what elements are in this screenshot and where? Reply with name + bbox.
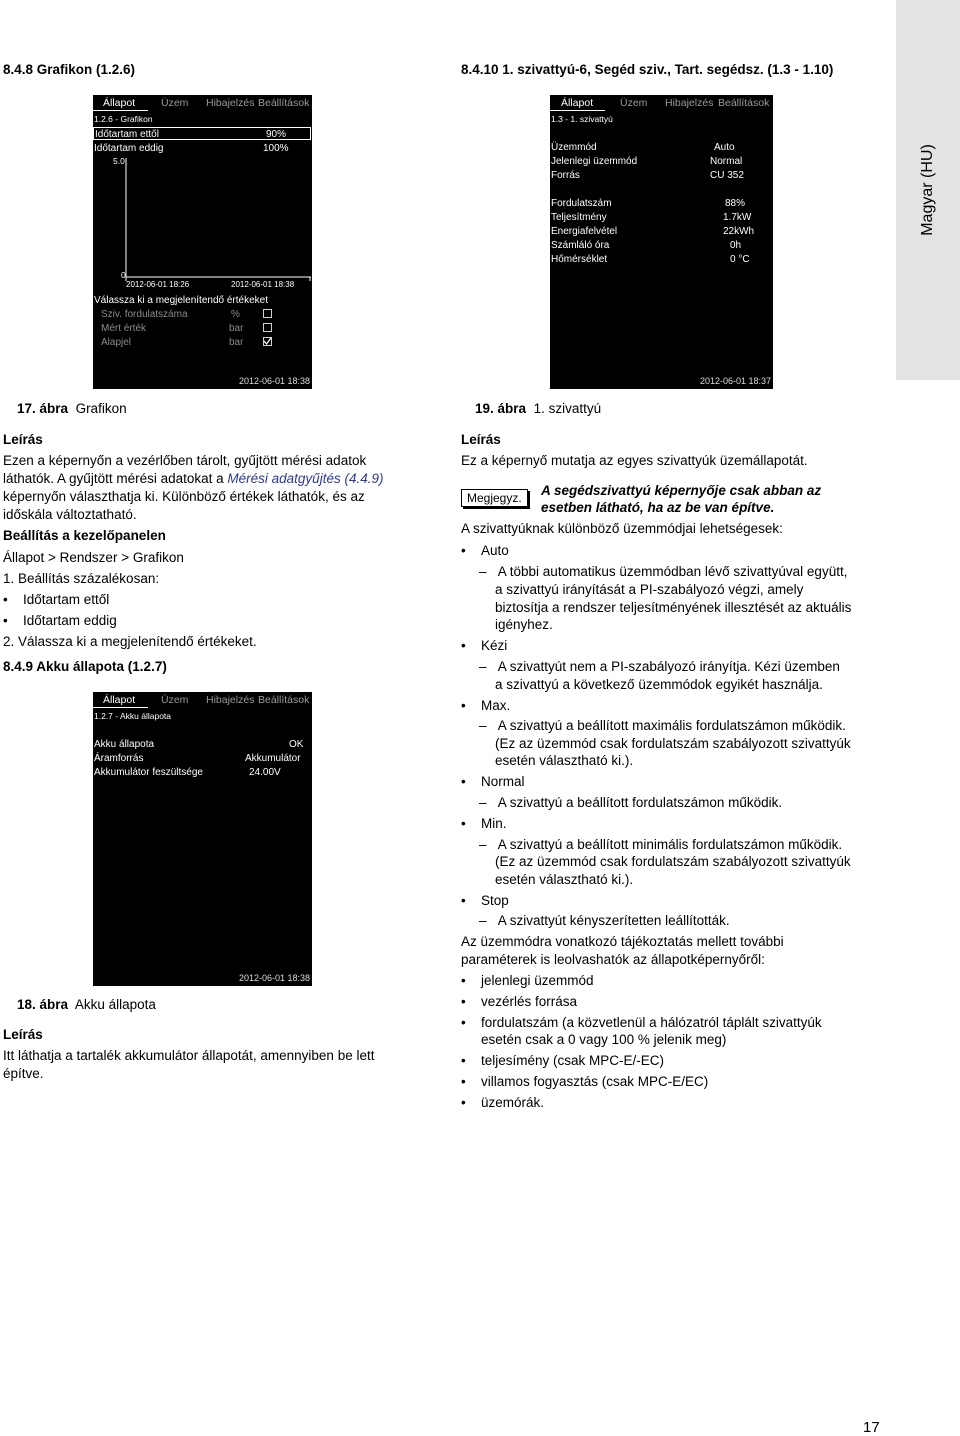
select-values-title: Válassza ki a megjelenítendő értékeket bbox=[94, 295, 268, 306]
y-axis-max: 5.0 bbox=[113, 156, 125, 166]
value-unit-setpoint: bar bbox=[229, 337, 244, 348]
checkbox-measured[interactable] bbox=[263, 323, 272, 332]
param-speed-text-2: esetén csak a 0 vagy 100 % jelenik meg) bbox=[481, 1032, 727, 1047]
energy-value: 22kWh bbox=[723, 226, 755, 237]
operating-mode-label: Üzemmód bbox=[551, 142, 597, 153]
battery-status-label: Akku állapota bbox=[94, 739, 155, 750]
mode-auto-line-2: a szivattyú irányítását a PI-szabályozó végzi, amely bbox=[495, 582, 804, 597]
screen-akku bbox=[93, 692, 312, 986]
tab-beallitasok[interactable]: Beállítások bbox=[718, 97, 770, 109]
mode-manual-desc: – A szivattyút nem a PI-szabályozó irányítja. Kézi üzemben bbox=[479, 659, 840, 674]
tab-allapot[interactable]: Állapot bbox=[561, 97, 594, 109]
speed-value: 88% bbox=[725, 198, 746, 209]
setting-bullet-1-text: Időtartam ettől bbox=[23, 592, 110, 607]
mode-min-desc: – A szivattyú a beállított minimális fordulatszámon működik. bbox=[479, 837, 843, 852]
tab-allapot[interactable]: Állapot bbox=[103, 694, 136, 706]
mode-max-line-1: A szivattyú a beállított maximális fordulatszámon működik. bbox=[497, 718, 846, 733]
tab-beallitasok[interactable]: Beállítások bbox=[258, 97, 310, 109]
description2-line-1: Itt láthatja a tartalék akkumulátor állapotát, amennyiben be lett bbox=[3, 1048, 375, 1063]
mode-max-line-2: (Ez az üzemmód csak fordulatszám szabályozott szivattyúk bbox=[495, 736, 851, 751]
screen-timestamp: 2012-06-01 18:37 bbox=[699, 376, 771, 386]
figure-17-number: 17. ábra bbox=[17, 401, 69, 416]
figure-19-title: 1. szivattyú bbox=[533, 401, 602, 416]
mode-max-line-3: esetén választható ki.). bbox=[495, 753, 634, 768]
speed-label: Fordulatszám bbox=[551, 198, 612, 209]
tab-uzem[interactable]: Üzem bbox=[161, 97, 189, 109]
mode-stop-desc: – A szivattyút kényszerítetten leállították. bbox=[479, 913, 730, 928]
description-line-1: Ezen a képernyőn a vezérlőben tárolt, gyűjtött mérési adatok bbox=[3, 453, 367, 468]
current-mode-label: Jelenlegi üzemmód bbox=[551, 156, 638, 167]
mode-stop-line-1: A szivattyút kényszerítetten leállították. bbox=[497, 913, 730, 928]
source-label: Forrás bbox=[551, 170, 580, 181]
description-heading: Leírás bbox=[3, 432, 43, 447]
tab-beallitasok[interactable]: Beállítások bbox=[258, 694, 310, 706]
checkbox-speed[interactable] bbox=[263, 309, 272, 318]
setting-bullet-2-text: Időtartam eddig bbox=[23, 613, 117, 628]
temperature-label: Hőmérséklet bbox=[551, 254, 608, 265]
power-label: Teljesítmény bbox=[551, 212, 607, 223]
mode-min-line-1: A szivattyú a beállított minimális fordulatszámon működik. bbox=[497, 837, 843, 852]
screen-path: 1.2.7 - Akku állapota bbox=[94, 711, 172, 721]
param-consumption-text: villamos fogyasztás (csak MPC-E/EC) bbox=[481, 1074, 709, 1089]
hour-counter-value: 0h bbox=[730, 240, 742, 251]
setting-step-1: 1. Beállítás százalékosan: bbox=[3, 571, 160, 586]
figure-17-title: Grafikon bbox=[75, 401, 127, 416]
setting-path: Állapot > Rendszer > Grafikon bbox=[3, 550, 184, 565]
power-source-value: Akkumulátor bbox=[245, 753, 301, 764]
value-unit-measured: bar bbox=[229, 323, 244, 334]
section-heading-grafikon: 8.4.8 Grafikon (1.2.6) bbox=[3, 62, 136, 77]
section-heading-akku: 8.4.9 Akku állapota (1.2.7) bbox=[3, 659, 167, 674]
figure-18-caption bbox=[17, 996, 156, 1014]
tab-underline bbox=[550, 110, 605, 111]
tab-underline bbox=[93, 707, 148, 708]
mode-auto-line-4: igényhez. bbox=[495, 617, 553, 632]
setting-heading: Beállítás a kezelőpanelen bbox=[3, 528, 166, 543]
language-label: Magyar (HU) bbox=[919, 144, 936, 236]
battery-status-value: OK bbox=[289, 739, 304, 750]
screen-tabs bbox=[93, 692, 312, 707]
param-current-mode-text: jelenlegi üzemmód bbox=[481, 973, 594, 988]
source-value: CU 352 bbox=[710, 170, 744, 181]
mode-manual-name: Kézi bbox=[481, 638, 508, 653]
mode-normal-line-1: A szivattyú a beállított fordulatszámon működik. bbox=[497, 795, 783, 810]
info-line-2: paraméterek is leolvashatók az állapotképernyőről: bbox=[461, 952, 765, 967]
screen-grafikon bbox=[93, 95, 312, 389]
info-line-1: Az üzemmódra vonatkozó tájékoztatás mellett további bbox=[461, 934, 784, 949]
value-label-speed: Sziv. fordulatszáma bbox=[101, 309, 188, 320]
note-line-2: esetben látható, ha az be van építve. bbox=[541, 500, 775, 515]
tab-hibajelzes[interactable]: Hibajelzés bbox=[206, 97, 255, 109]
checkmark-icon bbox=[263, 337, 272, 346]
figure-17-caption bbox=[17, 400, 127, 418]
screen-timestamp: 2012-06-01 18:38 bbox=[238, 973, 310, 983]
tab-hibajelzes[interactable]: Hibajelzés bbox=[665, 97, 714, 109]
description2-heading: Leírás bbox=[3, 1027, 43, 1042]
language-tab bbox=[896, 0, 960, 380]
param-power-text: teljesímény (csak MPC-E/-EC) bbox=[481, 1053, 665, 1068]
mode-stop-name: Stop bbox=[481, 893, 509, 908]
mode-manual-line-2: a szivattyú a következő üzemmódok egyikét használja. bbox=[495, 677, 823, 692]
value-unit-speed: % bbox=[231, 309, 240, 320]
duration-to-label: Időtartam eddig bbox=[94, 143, 164, 154]
mode-normal-desc: – A szivattyú a beállított fordulatszámon működik. bbox=[479, 795, 783, 810]
hour-counter-label: Számláló óra bbox=[551, 240, 610, 251]
mode-min-name: Min. bbox=[481, 816, 507, 831]
temperature-value: 0 °C bbox=[730, 254, 750, 265]
tab-hibajelzes[interactable]: Hibajelzés bbox=[206, 694, 255, 706]
mode-manual-line-1: A szivattyút nem a PI-szabályozó irányítja. Kézi üzemben bbox=[497, 659, 840, 674]
power-value: 1.7kW bbox=[723, 212, 752, 223]
battery-voltage-label: Akkumulátor feszültsége bbox=[94, 767, 203, 778]
figure-19-number: 19. ábra bbox=[475, 401, 527, 416]
mode-min-line-3: esetén választható ki.). bbox=[495, 872, 634, 887]
description-line-2-text: láthatók. A gyűjtött mérési adatokat a bbox=[3, 471, 228, 486]
tab-uzem[interactable]: Üzem bbox=[161, 694, 189, 706]
description-line-2 bbox=[3, 470, 383, 488]
current-mode-value: Normal bbox=[710, 156, 743, 167]
duration-from-value: 90% bbox=[266, 129, 287, 140]
battery-voltage-value: 24.00V bbox=[249, 767, 281, 778]
figure-18-number: 18. ábra bbox=[17, 997, 69, 1012]
figure-19-caption bbox=[475, 400, 601, 418]
duration-to-value[interactable]: 100% bbox=[263, 143, 289, 154]
mode-auto-line-1: A többi automatikus üzemmódban lévő szivattyúval együtt, bbox=[497, 564, 848, 579]
param-hours-text: üzemórák. bbox=[481, 1095, 545, 1110]
x-axis-end: 2012-06-01 18:38 bbox=[231, 280, 295, 289]
modes-intro: A szivattyúknak különböző üzemmódjai lehetségesek: bbox=[461, 521, 783, 536]
right-description-line: Ez a képernyő mutatja az egyes szivattyúk üzemállapotát. bbox=[461, 453, 808, 468]
param-speed-text-1: fordulatszám (a közvetlenül a hálózatról táplált szivattyúk bbox=[481, 1015, 822, 1030]
screen-tabs bbox=[550, 95, 773, 110]
tab-allapot[interactable]: Állapot bbox=[103, 97, 136, 109]
figure-18-title: Akku állapota bbox=[74, 997, 156, 1012]
x-axis-start: 2012-06-01 18:26 bbox=[126, 280, 190, 289]
mode-normal-name: Normal bbox=[481, 774, 525, 789]
section-heading-pump: 8.4.10 1. szivattyú-6, Segéd sziv., Tart. segédsz. (1.3 - 1.10) bbox=[461, 62, 834, 77]
duration-from-label: Időtartam ettől bbox=[95, 129, 159, 140]
value-label-measured: Mért érték bbox=[101, 323, 147, 334]
screen-timestamp: 2012-06-01 18:38 bbox=[238, 376, 310, 386]
mode-auto-desc: – A többi automatikus üzemmódban lévő szivattyúval együtt, bbox=[479, 564, 848, 579]
screen-path: 1.3 - 1. szivattyú bbox=[551, 114, 613, 124]
description2-line-2: építve. bbox=[3, 1066, 44, 1081]
description-line-3: képernyőn választhatja ki. Különböző értékek láthatók, és az bbox=[3, 489, 365, 504]
note-badge: Megjegyz. bbox=[461, 489, 528, 507]
checkbox-setpoint[interactable] bbox=[263, 337, 272, 346]
page-number: 17 bbox=[863, 1419, 880, 1436]
setting-step-2: 2. Válassza ki a megjelenítendő értékeket. bbox=[3, 634, 257, 649]
note-line-1: A segédszivattyú képernyője csak abban az bbox=[541, 483, 822, 498]
mode-max-desc: – A szivattyú a beállított maximális fordulatszámon működik. bbox=[479, 718, 846, 733]
mode-max-name: Max. bbox=[481, 698, 511, 713]
mode-min-line-2: (Ez az üzemmód csak fordulatszám szabályozott szivattyúk bbox=[495, 854, 851, 869]
value-label-setpoint: Alapjel bbox=[101, 337, 132, 348]
measurement-log-link[interactable]: Mérési adatgyűjtés (4.4.9) bbox=[227, 471, 384, 486]
screen-path: 1.2.6 - Grafikon bbox=[94, 114, 153, 124]
operating-mode-value: Auto bbox=[714, 142, 735, 153]
y-axis-min: 0 bbox=[121, 270, 126, 280]
power-source-label: Áramforrás bbox=[94, 753, 144, 764]
screen-pump bbox=[550, 95, 773, 389]
right-description-heading: Leírás bbox=[461, 432, 501, 447]
mode-auto-name: Auto bbox=[481, 543, 509, 558]
mode-auto-line-3: biztosítja a rendszer teljesítményének illesztését az aktuális bbox=[495, 600, 852, 615]
param-control-source-text: vezérlés forrása bbox=[481, 994, 578, 1009]
energy-label: Energiafelvétel bbox=[551, 226, 618, 237]
description-line-4: időskála változtatható. bbox=[3, 507, 137, 522]
tab-uzem[interactable]: Üzem bbox=[620, 97, 648, 109]
